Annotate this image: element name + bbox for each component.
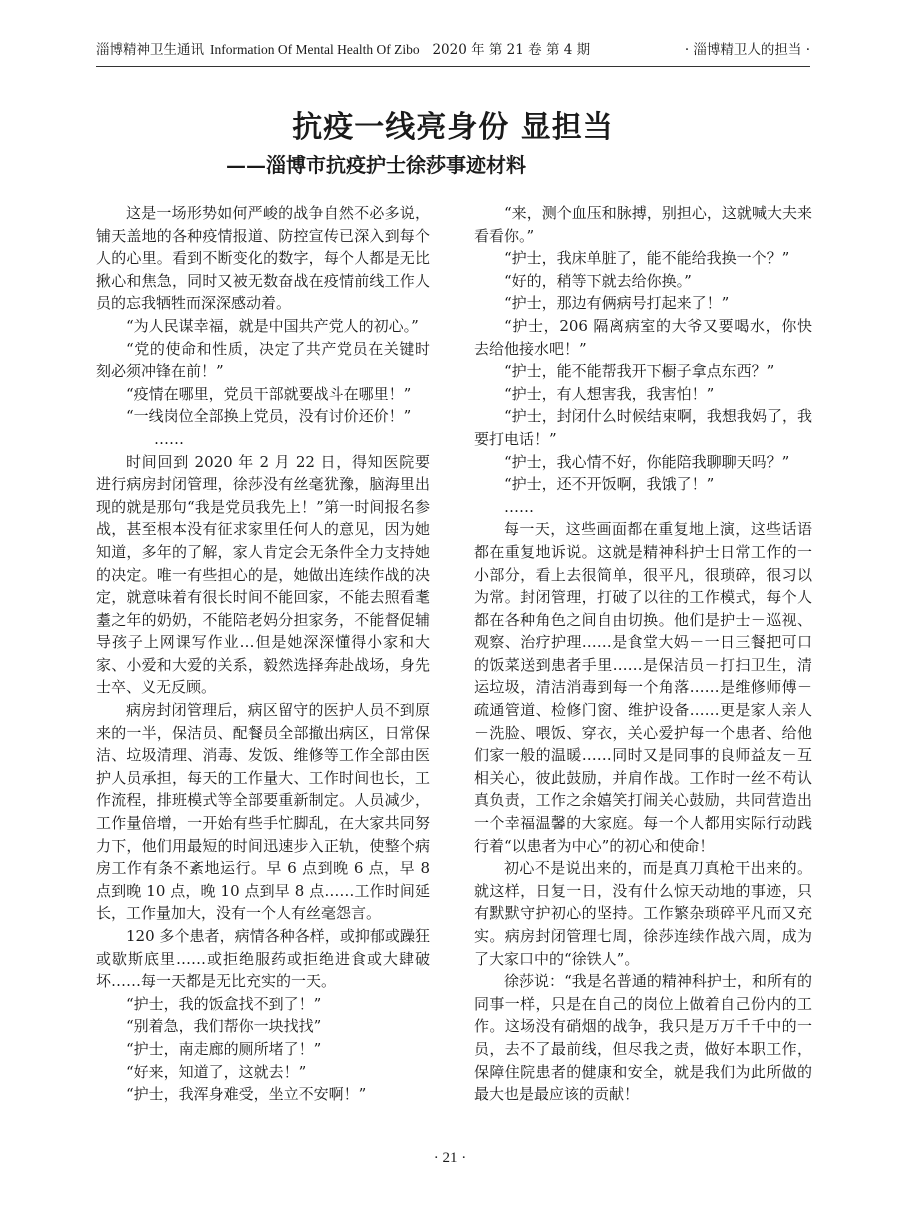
paragraph: 初心不是说出来的，而是真刀真枪干出来的。就这样，日复一日，没有什么惊天动地的事迹，只有默默守护初心的坚持。工作繁杂琐碎平凡而又充实。病房封闭管理七周，徐莎连续作战六周，成为了大家口中的“徐铁人”。 xyxy=(474,859,812,968)
article-subtitle: ——淄博市抗疫护士徐莎事迹材料 xyxy=(226,153,526,177)
quote-line: “疫情在哪里，党员干部就要战斗在哪里！” xyxy=(126,384,412,403)
quote-line: “护士，我心情不好，你能陪我聊聊天吗？” xyxy=(504,452,790,471)
quote-line: “别着急，我们帮你一块找找” xyxy=(126,1017,322,1036)
paragraph: 时间回到 2020 年 2 月 22 日，得知医院要进行病房封闭管理，徐莎没有丝毫犹豫，脑海里出现的就是那句“我是党员我先上！”第一时间报名参战，甚至根本没有征求家里任何人的意见，因为她知道，多年的了解，家人肯定会无条件全力支持她的决定。唯一有些担心的是，她做出连续作战的决定，就意味着有很长时间不能回家，不能去照看耄耋之年的奶奶，不能陪老妈分担家务，不能督促辅导孩子上网课写作业…但是她深深懂得小家和大家、小爱和大爱的关系，毅然选择奔赴战场，身先士卒、义无反顾。 xyxy=(96,452,430,697)
quote-line: “为人民谋幸福，就是中国共产党人的初心。” xyxy=(126,316,419,335)
quote-line: “好来，知道了，这就去！” xyxy=(126,1062,307,1081)
quote-line: “护士，206 隔离病室的大爷又要喝水，你快去给他接水吧！” xyxy=(474,316,812,358)
article-heading xyxy=(96,108,810,180)
quote-line: “护士，能不能帮我开下橱子拿点东西？” xyxy=(504,362,775,381)
paragraph: 这是一场形势如何严峻的战争自然不必多说，铺天盖地的各种疫情报道、防控宣传已深入到每个人的心里。看到不断变化的数字，每个人都是无比揪心和焦急，同时又被无数奋战在疫情前线工作人员的忘我牺牲而深深感动着。 xyxy=(96,204,430,313)
paragraph: 每一天，这些画面都在重复地上演，这些话语都在重复地诉说。这就是精神科护士日常工作的一小部分，看上去很简单，很平凡，很琐碎，很习以为常。封闭管理，打破了以往的工作模式，每个人都在各种角色之间自由切换。他们是护士－巡视、观察、治疗护理……是食堂大妈－一日三餐把可口的饭菜送到患者手里……是保洁员－打扫卫生，清运垃圾，清洁消毒到每一个角落……是维修师傅－疏通管道、检修门窗、维护设备……更是家人亲人－洗脸、喂饭、穿衣，关心爱护每一个患者、给他们家一般的温暖……同时又是同事的良师益友－互相关心，彼此鼓励，并肩作战。工作时一丝不苟认真负责，工作之余嬉笑打闹关心鼓励，共同营造出一个幸福温馨的大家庭。每一个人都用实际行动践行着“以患者为中心”的初心和使命！ xyxy=(474,520,812,855)
paragraph: 病房封闭管理后，病区留守的医护人员不到原来的一半，保洁员、配餐员全部撤出病区，日常保洁、垃圾清理、消毒、发饭、维修等工作全部由医护人员承担，每天的工作量大、工作时间也长，工作流程，排班模式等全部要重新制定。人员减少，工作量倍增，一开始有些手忙脚乱，在大家共同努力下，他们用最短的时间迅速步入正轨，使整个病房工作有条不紊地运行。早 6 点到晚 6 点，早 8 点到晚 10 点，晚 10 点到早 8 点……工作时间延长，工作量加大，没有一个人有丝毫怨言。 xyxy=(96,701,430,923)
ellipsis: …… xyxy=(154,429,184,448)
article-title: 抗疫一线亮身份 显担当 xyxy=(292,110,614,145)
quote-line: “护士，还不开饭啊，我饿了！” xyxy=(504,475,715,494)
journal-name xyxy=(96,36,590,64)
paragraph: 120 多个患者，病情各种各样，或抑郁或躁狂或歇斯底里……或拒绝服药或拒绝进食或大肆破坏……每一天都是无比充实的一天。 xyxy=(96,927,430,991)
quote-line: “护士，我浑身难受，坐立不安啊！” xyxy=(126,1085,367,1104)
right-column xyxy=(474,202,812,1106)
journal-title-en: Information Of Mental Health Of Zibo xyxy=(210,42,420,57)
quote-line: “护士，封闭什么时候结束啊，我想我妈了，我要打电话！” xyxy=(474,407,812,448)
issue-info: 2020 年 第 21 卷 第 4 期 xyxy=(432,42,591,58)
left-column xyxy=(96,202,430,1106)
quote-line: “党的使命和性质，决定了共产党员在关键时刻必须冲锋在前！” xyxy=(96,339,430,381)
quote-line: “护士，我的饭盒找不到了！” xyxy=(126,994,322,1013)
quote-line: “护士，有人想害我，我害怕！” xyxy=(504,384,715,403)
header-rule xyxy=(96,66,810,67)
quote-line: “好的，稍等下就去给你换。” xyxy=(504,271,692,290)
quote-line: “来，测个血压和脉搏，别担心，这就喊大夫来看看你。” xyxy=(474,204,812,245)
journal-title-cn: 淄博精神卫生通讯 xyxy=(96,42,204,58)
running-header xyxy=(96,36,810,68)
quote-line: “护士，我床单脏了，能不能给我换一个？” xyxy=(504,249,790,268)
quote-line: “护士，那边有俩病号打起来了！” xyxy=(504,294,730,313)
quote-line: “护士，南走廊的厕所堵了！” xyxy=(126,1039,322,1058)
quote-line: “一线岗位全部换上党员，没有讨价还价！” xyxy=(126,407,412,426)
section-label: · 淄博精卫人的担当 · xyxy=(684,42,810,58)
paragraph: 徐莎说：“我是名普通的精神科护士，和所有的同事一样，只是在自己的岗位上做着自己份内的工作。这场没有硝烟的战争，我只是万万千千中的一员，去不了最前线，但尽我之责，做好本职工作，保障住院患者的健康和安全，就是我们为此所做的最大也是最应该的贡献！ xyxy=(474,972,812,1104)
page-number: · 21 · xyxy=(433,1150,467,1166)
ellipsis: …… xyxy=(504,497,534,516)
